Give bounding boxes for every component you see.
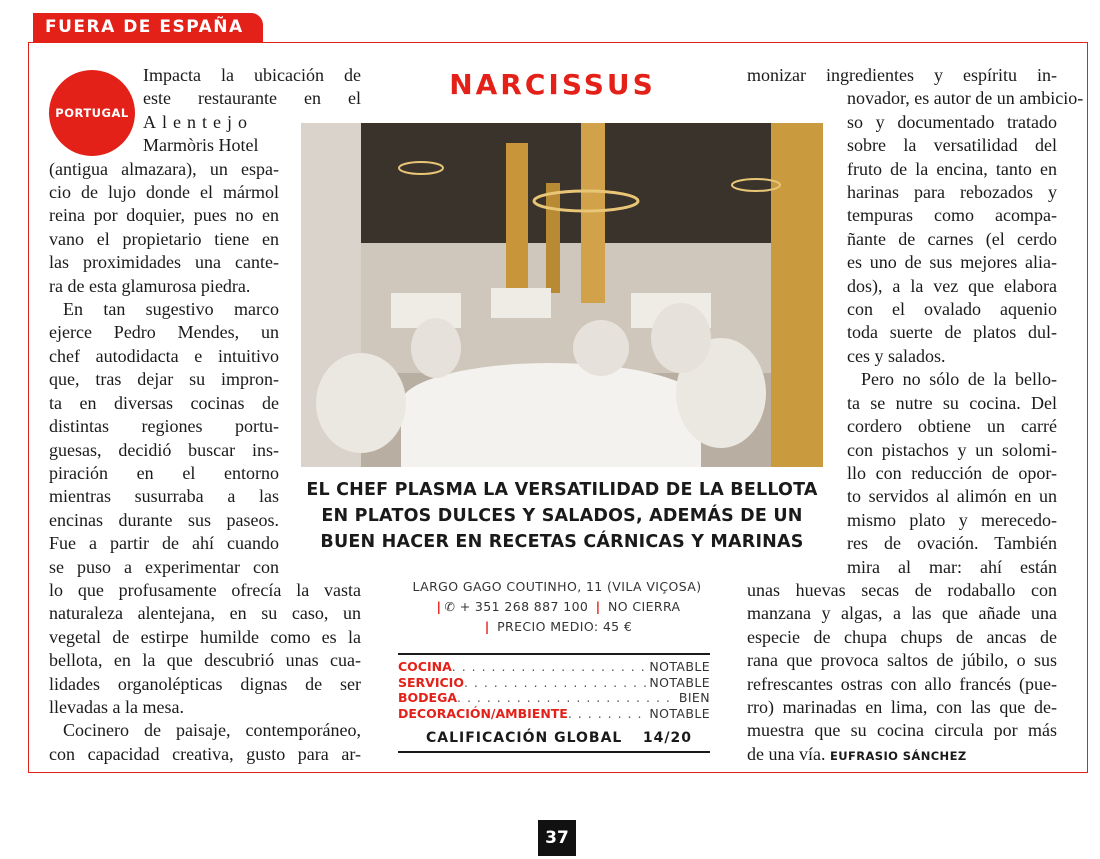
text-line: con el ovalado aquenio	[847, 299, 1057, 320]
page-number: 37	[538, 820, 576, 856]
text-line: lidades organolépticas dignas de ser	[49, 673, 361, 694]
rating-value: NOTABLE	[649, 659, 710, 674]
rating-row	[398, 675, 710, 691]
text-line: muestra que su cocina circula por más	[747, 720, 1057, 741]
text-line: tempuras como acompa-	[847, 205, 1057, 226]
text-line: ñante de carnes (el cerdo	[847, 228, 1057, 249]
text-line: piración en el entorno	[49, 462, 279, 483]
country-badge: PORTUGAL	[49, 70, 135, 156]
text-line: este restaurante en el	[143, 88, 361, 109]
text-line: ta se nutre su cocina. Del	[847, 392, 1057, 413]
text-line: (antigua almazara), un espa-	[49, 158, 279, 179]
dot-leader	[457, 690, 677, 706]
text-line: encinas durante sus paseos.	[49, 509, 279, 530]
rating-row	[398, 706, 710, 722]
text-line: rana que provoca saltos de júbilo, o sus	[747, 650, 1057, 671]
text-line: mira al mar: ahí están	[847, 556, 1057, 577]
rating-category: DECORACIÓN/AMBIENTE	[398, 705, 568, 721]
text-line: ra de esta glamurosa piedra.	[49, 275, 251, 296]
text-line: distintas regiones portu-	[49, 416, 279, 437]
global-rating	[398, 731, 710, 753]
rating-category: BODEGA	[398, 690, 458, 706]
rating-category: SERVICIO	[398, 674, 464, 690]
text-line: manzana y algas, a las que añade una	[747, 603, 1057, 624]
text-line: sobre la versatilidad del	[847, 135, 1057, 156]
text-line: so y documentado tratado	[847, 111, 1057, 132]
text-line: las proximidades una cante-	[49, 252, 279, 273]
text-line: guesas, decidió buscar ins-	[49, 439, 279, 460]
text-line: monizar ingredientes y espíritu in-	[747, 65, 1057, 85]
text-line: rro) marinadas en lima, con las que de-	[747, 696, 1057, 717]
text-line: to servidos al alimón en un	[847, 486, 1057, 507]
text-line: Marmòris Hotel	[143, 135, 259, 156]
text-line: es uno de sus mejores alia-	[847, 252, 1057, 273]
text-line: mientras susurraba a las	[49, 486, 279, 507]
text-line: con capacidad creativa, gusto para ar-	[49, 743, 361, 764]
rating-value: NOTABLE	[649, 705, 710, 721]
text-line: ejerce Pedro Mendes, un	[49, 322, 279, 343]
price: PRECIO MEDIO: 45 €	[497, 619, 633, 634]
text-line: fruto de la encina, tanto en	[847, 158, 1057, 179]
rating-value: BIEN	[678, 690, 710, 706]
caption-line: EL CHEF PLASMA LA VERSATILIDAD DE LA BELLOTA	[306, 480, 818, 500]
global-label: CALIFICACIÓN GLOBAL	[426, 730, 623, 747]
text-line: reina por doquier, pues no en	[49, 205, 279, 226]
ratings-box	[398, 653, 710, 753]
photo-caption	[301, 477, 823, 555]
author: EUFRASIO SÁNCHEZ	[829, 748, 967, 763]
text-line	[747, 743, 1057, 768]
text-line: especie de chupa chups de ancas de	[747, 626, 1057, 647]
text-line: que, tras dejar su impron-	[49, 369, 279, 390]
text-line: se puso a experimentar con	[49, 556, 279, 577]
text-end: de una vía.	[747, 743, 826, 764]
text-line: novador, es autor de un ambicio-	[847, 88, 1084, 109]
restaurant-info	[398, 577, 716, 637]
text-line: Cocinero de paisaje, contemporáneo,	[63, 720, 361, 741]
text-line: Alentejo	[143, 111, 253, 132]
text-line: mismo plato y merecedo-	[847, 509, 1057, 530]
rating-value: NOTABLE	[649, 674, 710, 690]
text-line: Pero no sólo de la bello-	[861, 369, 1057, 390]
text-line: Fue a partir de ahí cuando	[49, 533, 279, 554]
text-line: chef autodidacta e intuitivo	[49, 345, 279, 366]
text-line: harinas para rebozados y	[847, 182, 1057, 203]
global-score: 14/20	[642, 730, 692, 747]
text-line: con pistachos y un solomi-	[847, 439, 1057, 460]
text-line: bellota, en la que descubrió unas cua-	[49, 650, 361, 671]
caption-line: BUEN HACER EN RECETAS CÁRNICAS Y MARINAS	[320, 532, 804, 552]
text-line: ta en diversas cocinas de	[49, 392, 279, 413]
text-line: dos), a la vez que elabora	[847, 275, 1057, 296]
restaurant-title: NARCISSUS	[449, 68, 656, 101]
separator: |	[595, 599, 601, 614]
text-line: naturaleza alentejana, en su caso, un	[49, 603, 361, 624]
text-line: cordero obtiene un carré	[847, 416, 1057, 437]
separator: |	[484, 619, 490, 634]
text-line: lo que profusamente ofrecía la vasta	[49, 579, 361, 600]
text-line: refrescantes ostras con allo francés (pue-	[747, 673, 1057, 694]
restaurant-photo	[301, 123, 823, 467]
text-line: Impacta la ubicación de	[143, 65, 361, 85]
section-tab: FUERA DE ESPAÑA	[33, 13, 263, 42]
text-line: cio de lujo donde el mármol	[49, 182, 279, 203]
right-column	[747, 64, 1084, 768]
phone-icon: ✆	[444, 599, 456, 614]
separator: |	[436, 599, 442, 614]
text-line: vano el propietario tiene en	[49, 228, 279, 249]
address: LARGO GAGO COUTINHO, 11 (VILA VIÇOSA)	[412, 579, 702, 594]
rating-row	[398, 690, 710, 706]
text-line: llevadas a la mesa.	[49, 696, 184, 717]
dot-leader	[568, 706, 647, 722]
rating-category: COCINA	[398, 659, 452, 674]
text-line: res de ovación. También	[847, 533, 1057, 554]
closing-day: NO CIERRA	[608, 599, 681, 614]
rating-row	[398, 659, 710, 675]
dot-leader	[464, 675, 647, 691]
phone: + 351 268 887 100	[459, 599, 589, 614]
text-line: vegetal de estirpe humilde como es la	[49, 626, 361, 647]
text-line: En tan sugestivo marco	[63, 299, 279, 320]
caption-line: EN PLATOS DULCES Y SALADOS, ADEMÁS DE UN	[321, 506, 803, 526]
text-line: llo con reducción de opor-	[847, 462, 1057, 483]
dot-leader	[452, 659, 648, 675]
text-line: unas huevas secas de rodaballo con	[747, 579, 1057, 600]
text-line: ces y salados.	[847, 345, 946, 366]
text-line: toda suerte de platos dul-	[847, 322, 1057, 343]
